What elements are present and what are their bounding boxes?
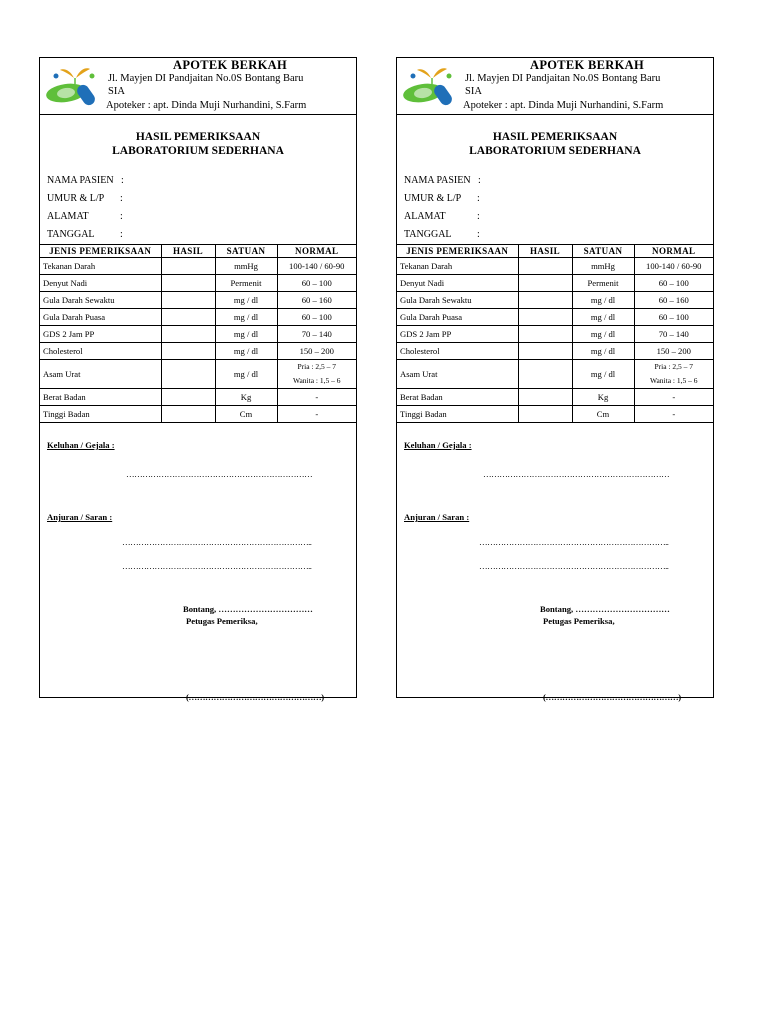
complaint-label: Keluhan / Gejala : — [404, 440, 472, 450]
table-row — [397, 406, 713, 423]
unit-cell: Cm — [572, 406, 634, 423]
unit-cell: mg / dl — [215, 309, 277, 326]
normal-cell: 60 – 100 — [277, 275, 356, 292]
patient-field-label: TANGGAL — [47, 229, 95, 240]
normal-cell: 70 – 140 — [634, 326, 713, 343]
unit-cell: Cm — [215, 406, 277, 423]
test-cell: Gula Darah Sewaktu — [397, 292, 518, 309]
place-label: Bontang, — [540, 604, 574, 614]
advice-label: Anjuran / Saran : — [404, 512, 470, 522]
table-row — [40, 292, 356, 309]
unit-cell: mg / dl — [572, 360, 634, 389]
result-cell[interactable] — [518, 360, 572, 389]
patient-field-label: UMUR & L/P — [404, 193, 462, 204]
pharmacist-name: Apoteker : apt. Dinda Muji Nurhandini, S.Farm — [463, 100, 664, 111]
table-row — [40, 343, 356, 360]
table-header-row — [397, 245, 713, 258]
lab-results-table — [40, 244, 356, 423]
form-header — [397, 58, 713, 115]
date-line[interactable]: …………………………… — [573, 604, 670, 614]
normal-cell: 60 – 100 — [634, 275, 713, 292]
result-cell[interactable] — [518, 275, 572, 292]
store-license: SIA — [465, 86, 482, 97]
normal-female: Wanita : 1,5 – 6 — [292, 376, 341, 385]
table-row — [40, 309, 356, 326]
unit-cell: mg / dl — [572, 326, 634, 343]
test-cell: GDS 2 Jam PP — [40, 326, 161, 343]
advice-line-1[interactable]: …………………………………………………………….. — [479, 537, 669, 547]
result-cell[interactable] — [518, 326, 572, 343]
unit-cell: Permenit — [572, 275, 634, 292]
result-cell[interactable] — [161, 360, 215, 389]
test-cell: Asam Urat — [40, 360, 161, 389]
lab-result-form-right — [396, 57, 714, 702]
test-cell: Tinggi Badan — [397, 406, 518, 423]
pharmacist-name: Apoteker : apt. Dinda Muji Nurhandini, S.Farm — [106, 100, 307, 111]
test-cell: Cholesterol — [40, 343, 161, 360]
unit-cell: Permenit — [215, 275, 277, 292]
header-result: HASIL — [161, 245, 215, 258]
officer-label: Petugas Pemeriksa, — [186, 616, 258, 626]
patient-field-label: NAMA PASIEN — [47, 175, 114, 186]
table-row — [40, 360, 356, 389]
patient-field-label: ALAMAT — [47, 211, 89, 222]
complaint-line[interactable]: …………………………………………………………… — [483, 469, 670, 479]
patient-field-row[interactable] — [404, 226, 713, 244]
patient-field-label: TANGGAL — [404, 229, 452, 240]
table-row — [397, 275, 713, 292]
unit-cell: mg / dl — [215, 343, 277, 360]
header-normal: NORMAL — [277, 245, 356, 258]
test-cell: Asam Urat — [397, 360, 518, 389]
result-cell[interactable] — [518, 343, 572, 360]
pharmacy-logo-icon — [44, 60, 100, 110]
table-row — [397, 292, 713, 309]
form-title-line2: LABORATORIUM SEDERHANA — [112, 145, 284, 157]
result-cell[interactable] — [518, 258, 572, 275]
lab-results-table — [397, 244, 713, 423]
store-name: APOTEK BERKAH — [530, 58, 644, 72]
test-cell: Cholesterol — [397, 343, 518, 360]
unit-cell: mg / dl — [572, 343, 634, 360]
patient-field-colon: : — [120, 229, 123, 240]
normal-cell: 150 – 200 — [634, 343, 713, 360]
patient-field-row[interactable] — [47, 208, 356, 226]
test-cell: Tinggi Badan — [40, 406, 161, 423]
unit-cell: mg / dl — [572, 309, 634, 326]
normal-cell: 100-140 / 60-90 — [634, 258, 713, 275]
signature-line[interactable]: (…………………………………………) — [186, 692, 324, 702]
result-cell[interactable] — [518, 389, 572, 406]
patient-field-row[interactable] — [47, 226, 356, 244]
unit-cell: mg / dl — [215, 292, 277, 309]
store-license: SIA — [108, 86, 125, 97]
normal-cell: - — [277, 389, 356, 406]
table-row — [397, 389, 713, 406]
normal-cell: 60 – 100 — [634, 309, 713, 326]
result-cell[interactable] — [161, 275, 215, 292]
table-row — [40, 275, 356, 292]
header-test: JENIS PEMERIKSAAN — [40, 245, 161, 258]
unit-cell: mg / dl — [215, 360, 277, 389]
header-unit: SATUAN — [215, 245, 277, 258]
patient-field-colon: : — [120, 211, 123, 222]
result-cell[interactable] — [518, 406, 572, 423]
normal-cell: 60 – 100 — [277, 309, 356, 326]
table-row — [397, 309, 713, 326]
unit-cell: Kg — [572, 389, 634, 406]
test-cell: Gula Darah Sewaktu — [40, 292, 161, 309]
test-cell: Berat Badan — [397, 389, 518, 406]
form-title-line1: HASIL PEMERIKSAAN — [135, 131, 261, 143]
pharmacy-logo-icon — [401, 60, 457, 110]
test-cell: Tekanan Darah — [40, 258, 161, 275]
form-title-line1: HASIL PEMERIKSAAN — [492, 131, 618, 143]
advice-line-2[interactable]: …………………………………………………………….. — [122, 561, 312, 571]
unit-cell: mmHg — [572, 258, 634, 275]
test-cell: Denyut Nadi — [397, 275, 518, 292]
form-title-line2: LABORATORIUM SEDERHANA — [469, 145, 641, 157]
table-row — [40, 389, 356, 406]
table-row — [397, 343, 713, 360]
patient-field-colon: : — [477, 229, 480, 240]
date-line[interactable]: …………………………… — [216, 604, 313, 614]
table-row — [397, 360, 713, 389]
unit-cell: Kg — [215, 389, 277, 406]
patient-field-colon: : — [477, 193, 480, 204]
unit-cell: mmHg — [215, 258, 277, 275]
store-address: Jl. Mayjen DI Pandjaitan No.0S Bontang Baru — [108, 73, 304, 84]
result-cell[interactable] — [518, 292, 572, 309]
form-title — [397, 130, 713, 158]
test-cell: GDS 2 Jam PP — [397, 326, 518, 343]
patient-field-label: NAMA PASIEN — [404, 175, 471, 186]
patient-field-row[interactable] — [47, 190, 356, 208]
advice-line-2[interactable]: …………………………………………………………….. — [479, 561, 669, 571]
form-header — [40, 58, 356, 115]
table-row — [40, 258, 356, 275]
result-cell[interactable] — [161, 326, 215, 343]
normal-cell: 100-140 / 60-90 — [277, 258, 356, 275]
normal-cell: 60 – 160 — [634, 292, 713, 309]
result-cell[interactable] — [518, 309, 572, 326]
store-name: APOTEK BERKAH — [173, 58, 287, 72]
header-normal: NORMAL — [634, 245, 713, 258]
header-test: JENIS PEMERIKSAAN — [397, 245, 518, 258]
result-cell[interactable] — [161, 292, 215, 309]
header-result: HASIL — [518, 245, 572, 258]
place-label: Bontang, — [183, 604, 217, 614]
lab-result-form-left — [39, 57, 357, 702]
normal-cell: 150 – 200 — [277, 343, 356, 360]
patient-field-colon: : — [121, 175, 124, 186]
test-cell: Gula Darah Puasa — [397, 309, 518, 326]
patient-field-colon: : — [478, 175, 481, 186]
patient-field-label: UMUR & L/P — [47, 193, 105, 204]
test-cell: Tekanan Darah — [397, 258, 518, 275]
normal-cell: - — [634, 406, 713, 423]
normal-female: Wanita : 1,5 – 6 — [649, 376, 698, 385]
signature-line[interactable]: (…………………………………………) — [543, 692, 681, 702]
advice-line-1[interactable]: …………………………………………………………….. — [122, 537, 312, 547]
normal-male: Pria : 2,5 – 7 — [654, 362, 694, 371]
officer-label: Petugas Pemeriksa, — [543, 616, 615, 626]
table-row — [397, 326, 713, 343]
form-title — [40, 130, 356, 158]
table-row — [40, 326, 356, 343]
normal-cell — [277, 360, 356, 389]
patient-field-row[interactable] — [404, 190, 713, 208]
unit-cell: mg / dl — [572, 292, 634, 309]
patient-info — [47, 172, 356, 244]
patient-field-label: ALAMAT — [404, 211, 446, 222]
patient-field-row[interactable] — [404, 208, 713, 226]
table-row — [40, 406, 356, 423]
result-cell[interactable] — [161, 406, 215, 423]
table-row — [397, 258, 713, 275]
test-cell: Gula Darah Puasa — [40, 309, 161, 326]
normal-cell: 60 – 160 — [277, 292, 356, 309]
patient-field-row[interactable] — [404, 172, 713, 190]
normal-cell: 70 – 140 — [277, 326, 356, 343]
patient-field-colon: : — [477, 211, 480, 222]
patient-info — [404, 172, 713, 244]
complaint-label: Keluhan / Gejala : — [47, 440, 115, 450]
result-cell[interactable] — [161, 389, 215, 406]
test-cell: Berat Badan — [40, 389, 161, 406]
result-cell[interactable] — [161, 309, 215, 326]
advice-label: Anjuran / Saran : — [47, 512, 113, 522]
normal-cell: - — [277, 406, 356, 423]
test-cell: Denyut Nadi — [40, 275, 161, 292]
place-date — [183, 604, 313, 614]
normal-male: Pria : 2,5 – 7 — [297, 362, 337, 371]
patient-field-colon: : — [120, 193, 123, 204]
store-address: Jl. Mayjen DI Pandjaitan No.0S Bontang Baru — [465, 73, 661, 84]
result-cell[interactable] — [161, 258, 215, 275]
header-unit: SATUAN — [572, 245, 634, 258]
normal-cell — [634, 360, 713, 389]
patient-field-row[interactable] — [47, 172, 356, 190]
complaint-line[interactable]: …………………………………………………………… — [126, 469, 313, 479]
result-cell[interactable] — [161, 343, 215, 360]
normal-cell: - — [634, 389, 713, 406]
place-date — [540, 604, 670, 614]
table-header-row — [40, 245, 356, 258]
unit-cell: mg / dl — [215, 326, 277, 343]
